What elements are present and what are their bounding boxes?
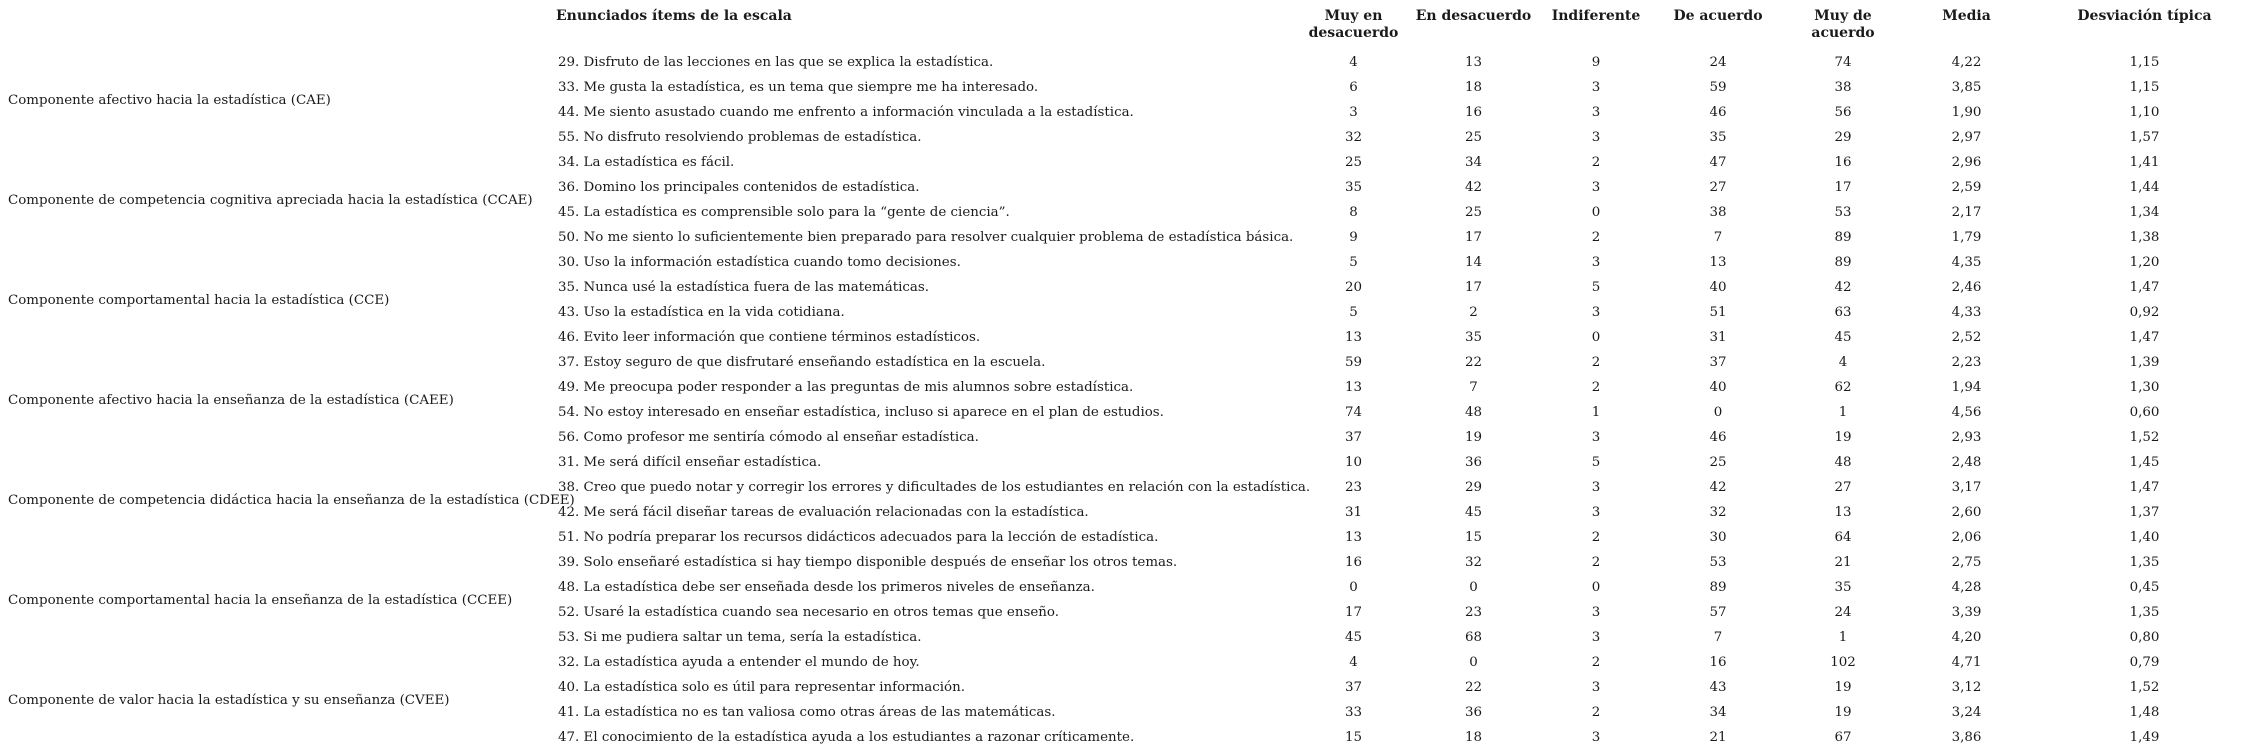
cell-indiferente: 3 xyxy=(1591,430,1601,445)
cell-indiferente: 2 xyxy=(1591,230,1601,245)
cell-de-acuerdo: 59 xyxy=(1709,80,1727,95)
cell-indiferente: 9 xyxy=(1591,55,1601,70)
cell-media: 4,20 xyxy=(1951,630,1982,645)
item-statement: 42. Me será fácil diseñar tareas de evaluación relacionadas con la estadística. xyxy=(558,505,1089,520)
cell-muy-acuerdo: 19 xyxy=(1834,680,1852,695)
cell-muy-acuerdo: 38 xyxy=(1834,80,1852,95)
cell-desviacion: 0,45 xyxy=(2129,580,2160,595)
cell-indiferente: 3 xyxy=(1591,680,1601,695)
cell-muy-acuerdo: 16 xyxy=(1834,155,1852,170)
cell-muy-desacuerdo: 0 xyxy=(1349,580,1358,595)
cell-indiferente: 3 xyxy=(1591,180,1601,195)
cell-desviacion: 1,35 xyxy=(2129,555,2160,570)
cell-desacuerdo: 0 xyxy=(1469,580,1478,595)
cell-de-acuerdo: 7 xyxy=(1713,630,1723,645)
cell-desviacion: 1,41 xyxy=(2129,155,2160,170)
cell-indiferente: 3 xyxy=(1591,80,1601,95)
component-label: Componente afectivo hacia la estadística (CAE) xyxy=(8,92,331,108)
cell-desacuerdo: 13 xyxy=(1464,55,1483,70)
cell-muy-acuerdo: 63 xyxy=(1834,305,1852,320)
cell-muy-desacuerdo: 3 xyxy=(1349,105,1358,120)
cell-de-acuerdo: 13 xyxy=(1709,255,1727,270)
cell-muy-desacuerdo: 10 xyxy=(1344,455,1363,470)
cell-de-acuerdo: 32 xyxy=(1709,505,1727,520)
cell-muy-acuerdo: 89 xyxy=(1834,230,1852,245)
component-label: Componente de competencia didáctica hacia la enseñanza de la estadística (CDEE) xyxy=(8,492,575,508)
item-statement: 38. Creo que puedo notar y corregir los errores y dificultades de los estudiantes en relación con la estadística. xyxy=(558,480,1311,495)
item-statement: 39. Solo enseñaré estadística si hay tiempo disponible después de enseñar los otros temas. xyxy=(558,555,1178,570)
header-row xyxy=(0,0,2261,50)
cell-muy-acuerdo: 74 xyxy=(1834,55,1852,70)
item-statement: 40. La estadística solo es útil para representar información. xyxy=(558,680,965,695)
cell-desviacion: 1,35 xyxy=(2129,605,2160,620)
cell-muy-acuerdo: 64 xyxy=(1834,530,1852,545)
cell-muy-acuerdo: 56 xyxy=(1834,105,1852,120)
cell-muy-desacuerdo: 4 xyxy=(1349,655,1358,670)
cell-muy-desacuerdo: 35 xyxy=(1344,180,1363,195)
cell-media: 2,60 xyxy=(1951,505,1982,520)
table-row xyxy=(0,50,2261,75)
cell-muy-desacuerdo: 25 xyxy=(1344,155,1363,170)
cell-desviacion: 1,10 xyxy=(2129,105,2160,120)
cell-de-acuerdo: 57 xyxy=(1709,605,1727,620)
cell-desacuerdo: 48 xyxy=(1464,405,1483,420)
cell-desviacion: 1,39 xyxy=(2129,355,2160,370)
cell-de-acuerdo: 40 xyxy=(1709,380,1727,395)
header-component xyxy=(0,0,556,50)
cell-desviacion: 1,34 xyxy=(2129,205,2160,220)
cell-desacuerdo: 18 xyxy=(1464,80,1483,95)
cell-indiferente: 1 xyxy=(1591,405,1601,420)
cell-indiferente: 2 xyxy=(1591,380,1601,395)
cell-indiferente: 3 xyxy=(1591,480,1601,495)
cell-indiferente: 3 xyxy=(1591,105,1601,120)
cell-desviacion: 1,47 xyxy=(2129,280,2160,295)
cell-muy-acuerdo: 19 xyxy=(1834,705,1852,720)
cell-muy-desacuerdo: 5 xyxy=(1349,255,1358,270)
cell-desviacion: 1,15 xyxy=(2129,80,2160,95)
cell-muy-desacuerdo: 74 xyxy=(1344,405,1363,420)
component-label: Componente afectivo hacia la enseñanza de la estadística (CAEE) xyxy=(8,392,454,408)
cell-muy-acuerdo: 1 xyxy=(1838,630,1848,645)
cell-media: 4,28 xyxy=(1951,580,1982,595)
cell-muy-desacuerdo: 17 xyxy=(1344,605,1363,620)
component-label: Componente de valor hacia la estadística y su enseñanza (CVEE) xyxy=(8,692,450,708)
header-desacuerdo: En desacuerdo xyxy=(1415,8,1532,24)
cell-indiferente: 5 xyxy=(1591,280,1601,295)
cell-de-acuerdo: 51 xyxy=(1709,305,1727,320)
cell-de-acuerdo: 46 xyxy=(1709,105,1727,120)
item-statement: 31. Me será difícil enseñar estadística. xyxy=(558,455,822,470)
cell-indiferente: 2 xyxy=(1591,355,1601,370)
item-statement: 49. Me preocupa poder responder a las preguntas de mis alumnos sobre estadística. xyxy=(558,380,1134,395)
cell-muy-acuerdo: 67 xyxy=(1834,730,1852,745)
cell-muy-acuerdo: 29 xyxy=(1834,130,1852,145)
header-media: Media xyxy=(1942,8,1991,24)
cell-de-acuerdo: 35 xyxy=(1709,130,1727,145)
cell-indiferente: 2 xyxy=(1591,155,1601,170)
cell-muy-desacuerdo: 13 xyxy=(1344,380,1363,395)
cell-desacuerdo: 22 xyxy=(1464,680,1483,695)
item-statement: 46. Evito leer información que contiene términos estadísticos. xyxy=(558,330,981,345)
cell-muy-desacuerdo: 59 xyxy=(1344,355,1363,370)
cell-muy-desacuerdo: 6 xyxy=(1349,80,1358,95)
cell-de-acuerdo: 21 xyxy=(1709,730,1727,745)
cell-desviacion: 1,37 xyxy=(2129,505,2160,520)
cell-indiferente: 3 xyxy=(1591,255,1601,270)
cell-indiferente: 0 xyxy=(1591,580,1601,595)
cell-muy-desacuerdo: 32 xyxy=(1344,130,1363,145)
cell-desacuerdo: 18 xyxy=(1464,730,1483,745)
table-row xyxy=(0,450,2261,475)
cell-de-acuerdo: 46 xyxy=(1709,430,1727,445)
cell-media: 4,22 xyxy=(1951,55,1982,70)
table-body xyxy=(0,50,2261,750)
item-statement: 36. Domino los principales contenidos de estadística. xyxy=(558,180,920,195)
cell-media: 3,17 xyxy=(1951,480,1982,495)
header-desviacion: Desviación típica xyxy=(2077,8,2212,24)
cell-desacuerdo: 29 xyxy=(1464,480,1483,495)
cell-muy-desacuerdo: 33 xyxy=(1344,705,1363,720)
cell-desacuerdo: 42 xyxy=(1464,180,1483,195)
cell-indiferente: 2 xyxy=(1591,530,1601,545)
cell-desacuerdo: 34 xyxy=(1464,155,1483,170)
cell-de-acuerdo: 40 xyxy=(1709,280,1727,295)
cell-de-acuerdo: 34 xyxy=(1709,705,1727,720)
item-statement: 44. Me siento asustado cuando me enfrento a información vinculada a la estadística. xyxy=(558,105,1134,120)
cell-media: 1,90 xyxy=(1951,105,1982,120)
item-statement: 34. La estadística es fácil. xyxy=(558,155,735,170)
cell-indiferente: 3 xyxy=(1591,605,1601,620)
item-statement: 47. El conocimiento de la estadística ayuda a los estudiantes a razonar críticamente. xyxy=(558,730,1135,745)
cell-desacuerdo: 19 xyxy=(1464,430,1483,445)
cell-media: 1,79 xyxy=(1951,230,1982,245)
cell-muy-acuerdo: 102 xyxy=(1830,655,1856,670)
table-row xyxy=(0,150,2261,175)
cell-de-acuerdo: 53 xyxy=(1709,555,1727,570)
cell-desacuerdo: 32 xyxy=(1464,555,1483,570)
cell-desacuerdo: 0 xyxy=(1469,655,1478,670)
cell-muy-acuerdo: 53 xyxy=(1834,205,1852,220)
cell-desacuerdo: 68 xyxy=(1464,630,1483,645)
item-statement: 33. Me gusta la estadística, es un tema que siempre me ha interesado. xyxy=(558,80,1039,95)
cell-indiferente: 2 xyxy=(1591,655,1601,670)
cell-muy-desacuerdo: 31 xyxy=(1344,505,1363,520)
cell-desviacion: 0,92 xyxy=(2129,305,2160,320)
table-row xyxy=(0,250,2261,275)
cell-desviacion: 1,49 xyxy=(2129,730,2160,745)
cell-muy-acuerdo: 17 xyxy=(1834,180,1852,195)
cell-desacuerdo: 16 xyxy=(1464,105,1483,120)
cell-indiferente: 2 xyxy=(1591,555,1601,570)
cell-desacuerdo: 45 xyxy=(1464,505,1483,520)
item-statement: 50. No me siento lo suficientemente bien preparado para resolver cualquier problema de estadística básica. xyxy=(558,230,1294,245)
item-statement: 55. No disfruto resolviendo problemas de estadística. xyxy=(558,130,922,145)
cell-muy-desacuerdo: 23 xyxy=(1344,480,1363,495)
cell-media: 1,94 xyxy=(1951,380,1982,395)
cell-indiferente: 3 xyxy=(1591,630,1601,645)
cell-desacuerdo: 15 xyxy=(1464,530,1483,545)
header-muy-desacuerdo: Muy en desacuerdo xyxy=(1308,8,1399,41)
cell-media: 4,56 xyxy=(1951,405,1982,420)
cell-desacuerdo: 7 xyxy=(1469,380,1478,395)
component-label: Componente de competencia cognitiva apreciada hacia la estadística (CCAE) xyxy=(8,192,533,208)
cell-de-acuerdo: 42 xyxy=(1709,480,1727,495)
header-item: Enunciados ítems de la escala xyxy=(556,8,792,24)
cell-desviacion: 1,20 xyxy=(2129,255,2160,270)
cell-desviacion: 1,52 xyxy=(2129,430,2160,445)
component-label: Componente comportamental hacia la enseñanza de la estadística (CCEE) xyxy=(8,592,513,608)
cell-muy-acuerdo: 21 xyxy=(1834,555,1852,570)
cell-media: 4,35 xyxy=(1951,255,1982,270)
cell-muy-desacuerdo: 15 xyxy=(1344,730,1363,745)
cell-muy-acuerdo: 35 xyxy=(1834,580,1852,595)
cell-media: 2,06 xyxy=(1951,530,1982,545)
cell-muy-desacuerdo: 16 xyxy=(1344,555,1363,570)
item-statement: 32. La estadística ayuda a entender el mundo de hoy. xyxy=(558,655,920,670)
item-statement: 37. Estoy seguro de que disfrutaré enseñando estadística en la escuela. xyxy=(558,355,1046,370)
cell-de-acuerdo: 27 xyxy=(1709,180,1727,195)
cell-media: 2,75 xyxy=(1951,555,1982,570)
cell-desviacion: 0,79 xyxy=(2129,655,2160,670)
cell-muy-desacuerdo: 5 xyxy=(1349,305,1358,320)
cell-de-acuerdo: 38 xyxy=(1709,205,1727,220)
cell-media: 3,85 xyxy=(1951,80,1982,95)
cell-muy-acuerdo: 1 xyxy=(1838,405,1848,420)
cell-desviacion: 1,47 xyxy=(2129,330,2160,345)
cell-desviacion: 0,80 xyxy=(2129,630,2160,645)
cell-desviacion: 1,52 xyxy=(2129,680,2160,695)
cell-indiferente: 5 xyxy=(1591,455,1601,470)
cell-desviacion: 1,38 xyxy=(2129,230,2160,245)
cell-desacuerdo: 22 xyxy=(1464,355,1483,370)
item-statement: 48. La estadística debe ser enseñada desde los primeros niveles de enseñanza. xyxy=(558,580,1095,595)
cell-muy-acuerdo: 62 xyxy=(1834,380,1852,395)
cell-indiferente: 3 xyxy=(1591,505,1601,520)
cell-de-acuerdo: 31 xyxy=(1709,330,1727,345)
cell-muy-desacuerdo: 4 xyxy=(1349,55,1358,70)
cell-desviacion: 1,45 xyxy=(2129,455,2160,470)
cell-desviacion: 0,60 xyxy=(2129,405,2160,420)
table-row xyxy=(0,550,2261,575)
cell-desacuerdo: 25 xyxy=(1464,205,1483,220)
header-indiferente: Indiferente xyxy=(1551,8,1641,24)
cell-desacuerdo: 25 xyxy=(1464,130,1483,145)
item-statement: 51. No podría preparar los recursos didácticos adecuados para la lección de estadística. xyxy=(558,530,1159,545)
table-row xyxy=(0,350,2261,375)
cell-muy-desacuerdo: 37 xyxy=(1344,680,1363,695)
cell-desacuerdo: 2 xyxy=(1469,305,1478,320)
cell-de-acuerdo: 43 xyxy=(1709,680,1727,695)
cell-muy-acuerdo: 4 xyxy=(1838,355,1848,370)
cell-de-acuerdo: 7 xyxy=(1713,230,1723,245)
cell-desviacion: 1,30 xyxy=(2129,380,2160,395)
cell-desacuerdo: 17 xyxy=(1464,230,1483,245)
cell-media: 2,48 xyxy=(1951,455,1982,470)
cell-muy-desacuerdo: 9 xyxy=(1349,230,1358,245)
item-statement: 56. Como profesor me sentiría cómodo al enseñar estadística. xyxy=(558,430,979,445)
cell-muy-desacuerdo: 20 xyxy=(1344,280,1363,295)
cell-muy-desacuerdo: 37 xyxy=(1344,430,1363,445)
item-statement: 41. La estadística no es tan valiosa como otras áreas de las matemáticas. xyxy=(558,705,1056,720)
cell-media: 2,93 xyxy=(1951,430,1982,445)
cell-desviacion: 1,40 xyxy=(2129,530,2160,545)
item-statement: 29. Disfruto de las lecciones en las que se explica la estadística. xyxy=(558,55,994,70)
cell-muy-acuerdo: 19 xyxy=(1834,430,1852,445)
cell-indiferente: 3 xyxy=(1591,730,1601,745)
cell-media: 3,12 xyxy=(1951,680,1982,695)
item-statement: 35. Nunca usé la estadística fuera de las matemáticas. xyxy=(558,280,929,295)
cell-muy-desacuerdo: 45 xyxy=(1344,630,1363,645)
cell-desacuerdo: 23 xyxy=(1464,605,1483,620)
cell-indiferente: 3 xyxy=(1591,305,1601,320)
cell-de-acuerdo: 89 xyxy=(1709,580,1727,595)
cell-media: 3,24 xyxy=(1951,705,1982,720)
cell-muy-acuerdo: 42 xyxy=(1834,280,1852,295)
cell-muy-acuerdo: 13 xyxy=(1834,505,1852,520)
cell-media: 3,86 xyxy=(1951,730,1982,745)
cell-de-acuerdo: 25 xyxy=(1709,455,1727,470)
cell-indiferente: 0 xyxy=(1591,205,1601,220)
cell-media: 2,46 xyxy=(1951,280,1982,295)
cell-desacuerdo: 36 xyxy=(1464,455,1483,470)
item-statement: 54. No estoy interesado en enseñar estadística, incluso si aparece en el plan de estudios. xyxy=(558,405,1164,420)
cell-desacuerdo: 35 xyxy=(1464,330,1483,345)
item-statement: 52. Usaré la estadística cuando sea necesario en otros temas que enseño. xyxy=(558,605,1059,620)
cell-desacuerdo: 36 xyxy=(1464,705,1483,720)
cell-de-acuerdo: 24 xyxy=(1709,55,1727,70)
cell-media: 2,97 xyxy=(1951,130,1982,145)
cell-desviacion: 1,47 xyxy=(2129,480,2160,495)
cell-media: 4,33 xyxy=(1951,305,1982,320)
cell-media: 4,71 xyxy=(1951,655,1982,670)
cell-de-acuerdo: 16 xyxy=(1709,655,1727,670)
cell-indiferente: 2 xyxy=(1591,705,1601,720)
item-statement: 30. Uso la información estadística cuando tomo decisiones. xyxy=(558,255,961,270)
cell-de-acuerdo: 47 xyxy=(1709,155,1727,170)
item-statement: 53. Si me pudiera saltar un tema, sería la estadística. xyxy=(558,630,922,645)
cell-indiferente: 0 xyxy=(1591,330,1601,345)
cell-desviacion: 1,15 xyxy=(2129,55,2160,70)
cell-de-acuerdo: 37 xyxy=(1709,355,1727,370)
cell-media: 2,17 xyxy=(1951,205,1982,220)
cell-muy-acuerdo: 27 xyxy=(1834,480,1852,495)
cell-indiferente: 3 xyxy=(1591,130,1601,145)
cell-desacuerdo: 17 xyxy=(1464,280,1483,295)
table-row xyxy=(0,650,2261,675)
cell-media: 3,39 xyxy=(1951,605,1982,620)
cell-muy-acuerdo: 45 xyxy=(1834,330,1852,345)
cell-muy-acuerdo: 48 xyxy=(1834,455,1852,470)
cell-desviacion: 1,44 xyxy=(2129,180,2160,195)
item-statement: 43. Uso la estadística en la vida cotidiana. xyxy=(558,305,845,320)
cell-media: 2,96 xyxy=(1951,155,1982,170)
header-de-acuerdo: De acuerdo xyxy=(1673,8,1763,24)
cell-media: 2,52 xyxy=(1951,330,1982,345)
header-muy-acuerdo: Muy de acuerdo xyxy=(1811,8,1875,41)
item-statement: 45. La estadística es comprensible solo para la “gente de ciencia”. xyxy=(558,205,1010,220)
cell-media: 2,23 xyxy=(1951,355,1982,370)
cell-de-acuerdo: 0 xyxy=(1713,405,1723,420)
cell-muy-acuerdo: 89 xyxy=(1834,255,1852,270)
component-label: Componente comportamental hacia la estadística (CCE) xyxy=(8,292,390,308)
cell-desacuerdo: 14 xyxy=(1464,255,1483,270)
cell-desviacion: 1,48 xyxy=(2129,705,2160,720)
cell-de-acuerdo: 30 xyxy=(1709,530,1727,545)
cell-muy-desacuerdo: 8 xyxy=(1349,205,1358,220)
cell-muy-desacuerdo: 13 xyxy=(1344,330,1363,345)
cell-muy-desacuerdo: 13 xyxy=(1344,530,1363,545)
cell-desviacion: 1,57 xyxy=(2129,130,2160,145)
cell-muy-acuerdo: 24 xyxy=(1834,605,1852,620)
cell-media: 2,59 xyxy=(1951,180,1982,195)
